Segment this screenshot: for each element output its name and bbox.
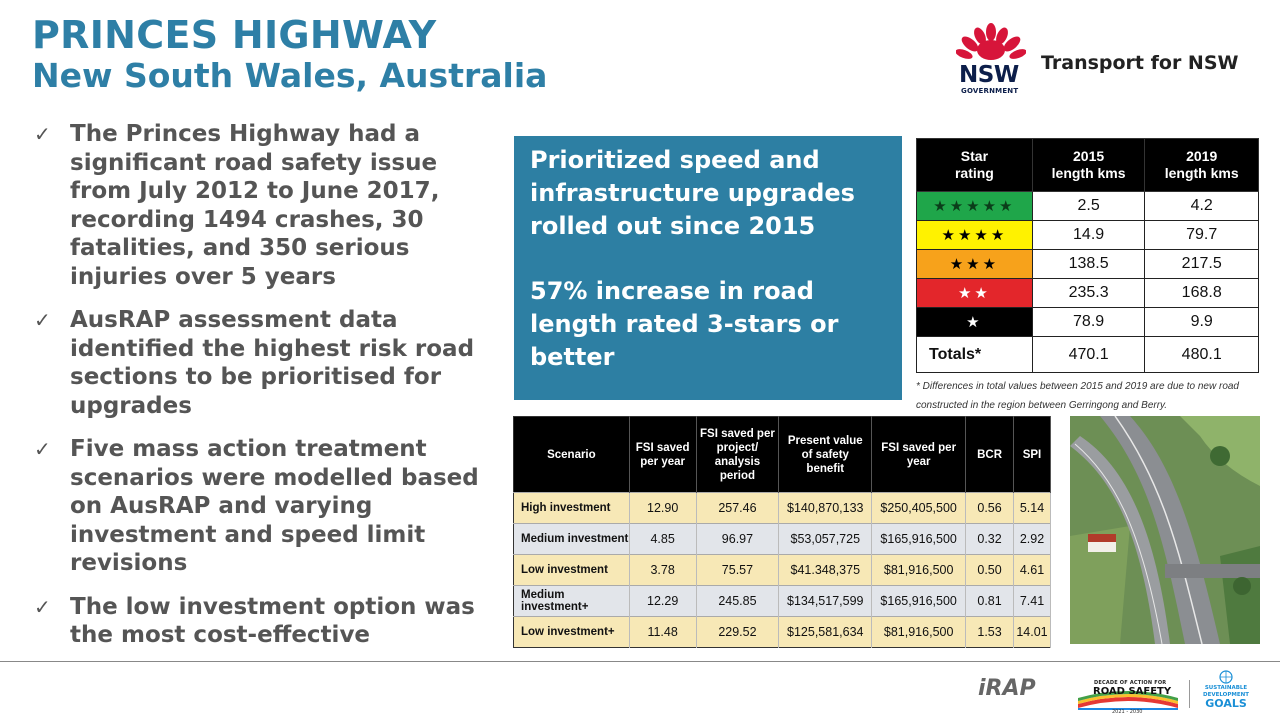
header-fsi-saved-value: FSI saved per year	[872, 417, 966, 493]
scenario-value: 245.85	[696, 586, 779, 617]
header-star-rating: Star rating	[917, 139, 1033, 192]
totals-label: Totals*	[917, 337, 1033, 373]
header-present-value: Present value of safety benefit	[779, 417, 872, 493]
sdg-big-text: GOALS	[1205, 697, 1247, 710]
bullet-item	[34, 120, 504, 291]
header-fsi-per-project: FSI saved per project/ analysis period	[696, 417, 779, 493]
length-2015: 235.3	[1032, 279, 1145, 308]
star-row	[917, 308, 1259, 337]
highlight-text-2: 57% increase in road length rated 3-stars or better	[530, 277, 839, 371]
length-2019: 9.9	[1145, 308, 1259, 337]
bullet-text: AusRAP assessment data identified the highest risk road sections to be prioritised for upgrades	[70, 307, 475, 419]
scenario-value: 12.90	[629, 493, 696, 524]
length-2015: 2.5	[1032, 192, 1145, 221]
scenario-table	[513, 416, 1051, 648]
bullet-text: Five mass action treatment scenarios were modelled based on AusRAP and varying investment and speed limit revisions	[70, 436, 479, 576]
bullet-item	[34, 593, 504, 650]
star-rating-icon: ★★★	[917, 250, 1033, 279]
scenario-name: Low investment	[514, 555, 630, 586]
scenario-row	[514, 493, 1051, 524]
star-rating-table	[916, 138, 1259, 373]
scenario-name: Medium investment	[514, 524, 630, 555]
totals-row	[917, 337, 1259, 373]
star-rating-icon: ★	[917, 308, 1033, 337]
bullet-item	[34, 306, 504, 420]
scenario-value: 3.78	[629, 555, 696, 586]
check-icon: ✓	[34, 122, 51, 146]
transport-nsw-logo	[956, 22, 1246, 98]
nsw-wordmark: NSW	[959, 62, 1019, 88]
star-row	[917, 221, 1259, 250]
length-2015: 138.5	[1032, 250, 1145, 279]
star-row	[917, 192, 1259, 221]
star-table-footnote: * Differences in total values between 2015 and 2019 are due to new road constructed in the region between Gerringong and Berry.	[916, 381, 1239, 411]
check-icon: ✓	[34, 437, 51, 461]
scenario-value: $41.348,375	[779, 555, 872, 586]
bullet-text: The low investment option was the most cost-effective	[70, 593, 475, 648]
scenario-value: $81,916,500	[872, 555, 966, 586]
check-icon: ✓	[34, 308, 51, 332]
agency-name: Transport for NSW	[1041, 52, 1239, 74]
scenario-value: 7.41	[1013, 586, 1050, 617]
decade-big-text: ROAD SAFETY	[1093, 686, 1172, 697]
star-table-header	[917, 139, 1259, 192]
logo-separator	[1189, 680, 1190, 708]
scenario-name: Low investment+	[514, 617, 630, 648]
scenario-value: 0.81	[966, 586, 1014, 617]
scenario-value: 0.56	[966, 493, 1014, 524]
scenario-value: 0.50	[966, 555, 1014, 586]
length-2019: 168.8	[1145, 279, 1259, 308]
government-wordmark: GOVERNMENT	[961, 87, 1019, 95]
scenario-value: 12.29	[629, 586, 696, 617]
scenario-value: 96.97	[696, 524, 779, 555]
decade-years: 2021 - 2030	[1112, 709, 1143, 715]
scenario-value: 229.52	[696, 617, 779, 648]
sdg-logo	[1200, 670, 1252, 714]
highlight-box	[514, 136, 902, 400]
header-bcr: BCR	[966, 417, 1014, 493]
check-icon: ✓	[34, 594, 51, 619]
header-fsi-per-year: FSI saved per year	[629, 417, 696, 493]
scenario-value: $165,916,500	[872, 524, 966, 555]
un-globe-icon	[1219, 670, 1233, 684]
header-2015: 2015 length kms	[1032, 139, 1145, 192]
scenario-value: $125,581,634	[779, 617, 872, 648]
scenario-row	[514, 586, 1051, 617]
header-2019: 2019 length kms	[1145, 139, 1259, 192]
scenario-value: 2.92	[1013, 524, 1050, 555]
bullet-list	[34, 120, 504, 665]
title-line-1: PRINCES HIGHWAY	[32, 13, 437, 57]
star-rating-icon: ★★★★	[917, 221, 1033, 250]
star-row	[917, 250, 1259, 279]
highway-aerial-photo	[1070, 416, 1260, 644]
irap-logo: iRAP	[978, 676, 1036, 701]
scenario-value: 257.46	[696, 493, 779, 524]
length-2015: 78.9	[1032, 308, 1145, 337]
scenario-value: 11.48	[629, 617, 696, 648]
star-row	[917, 279, 1259, 308]
scenario-value: 4.61	[1013, 555, 1050, 586]
title-line-2: New South Wales, Australia	[32, 55, 548, 95]
scenario-row	[514, 617, 1051, 648]
scenario-value: $165,916,500	[872, 586, 966, 617]
scenario-value: $134,517,599	[779, 586, 872, 617]
scenario-value: $250,405,500	[872, 493, 966, 524]
total-2015: 470.1	[1032, 337, 1145, 373]
bullet-item	[34, 435, 504, 578]
decade-road-safety-logo	[1076, 674, 1180, 716]
sdg-small-text: SUSTAINABLE DEVELOPMENT	[1203, 685, 1249, 698]
scenario-row	[514, 524, 1051, 555]
length-2019: 4.2	[1145, 192, 1259, 221]
scenario-name: High investment	[514, 493, 630, 524]
decade-small-text: DECADE OF ACTION FOR	[1094, 680, 1167, 686]
scenario-value: $140,870,133	[779, 493, 872, 524]
scenario-value: 4.85	[629, 524, 696, 555]
scenario-value: $81,916,500	[872, 617, 966, 648]
total-2019: 480.1	[1145, 337, 1259, 373]
length-2015: 14.9	[1032, 221, 1145, 250]
length-2019: 217.5	[1145, 250, 1259, 279]
highlight-text-1: Prioritized speed and infrastructure upgrades rolled out since 2015	[530, 146, 855, 240]
header-scenario: Scenario	[514, 417, 630, 493]
scenario-value: $53,057,725	[779, 524, 872, 555]
bullet-text: The Princes Highway had a significant road safety issue from July 2012 to June 2017, recording 1494 crashes, 30 fatalities, and 350 serious injuries over 5 years	[70, 121, 440, 290]
star-rating-icon: ★★	[917, 279, 1033, 308]
scenario-value: 1.53	[966, 617, 1014, 648]
scenario-value: 5.14	[1013, 493, 1050, 524]
length-2019: 79.7	[1145, 221, 1259, 250]
scenario-value: 0.32	[966, 524, 1014, 555]
scenario-name: Medium investment+	[514, 586, 630, 617]
waratah-icon	[956, 22, 1026, 66]
slide-title	[32, 14, 547, 94]
scenario-value: 14.01	[1013, 617, 1050, 648]
scenario-row	[514, 555, 1051, 586]
scenario-table-header	[514, 417, 1051, 493]
scenario-value: 75.57	[696, 555, 779, 586]
footer-divider	[0, 661, 1280, 662]
star-rating-icon: ★★★★★	[917, 192, 1033, 221]
header-spi: SPI	[1013, 417, 1050, 493]
